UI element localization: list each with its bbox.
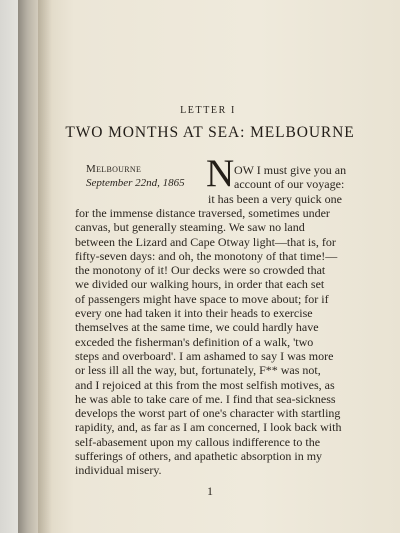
chapter-title: TWO MONTHS AT SEA: MELBOURNE — [65, 124, 355, 141]
text-line: rapidity, and, as far as I am concerned, I look back with — [75, 420, 342, 435]
text-line: sufferings of others, and apathetic absorption in my — [75, 449, 323, 463]
text-line: it has been a very quick one — [208, 191, 342, 206]
text-line: self-abasement upon my callous indifference to the — [75, 434, 321, 449]
text-line: we divided our walking hours, in order that each set — [75, 277, 325, 292]
text-line: every one had taken it into their heads to exercise — [75, 306, 313, 320]
text-line: and I rejoiced at this from the most selfish motives, as — [75, 377, 335, 392]
text-line: exceded the fisherman's definition of a walk, 'two — [75, 334, 314, 349]
text-line: OW I must give you an — [234, 163, 347, 177]
book-page — [38, 0, 400, 533]
text-line: steps and overboard'. I am ashamed to say I was more — [75, 348, 334, 363]
page-number: 1 — [207, 483, 213, 498]
text-line: he was able to take care of me. I find that sea-sickness — [75, 391, 336, 406]
text-line: or less ill all the way, but, fortunately, F** was not, — [75, 363, 321, 378]
text-line: between the Lizard and Cape Otway light—that is, for — [75, 234, 336, 249]
text-line: fifty-seven days: and oh, the monotony of that time!— — [75, 248, 338, 263]
text-line: canvas, but generally steaming. We saw no land — [75, 220, 305, 235]
text-line: account of our voyage: — [234, 177, 345, 192]
text-line: themselves at the same time, we could hardly have — [75, 320, 319, 335]
text-line: the monotony of it! Our decks were so crowded that — [75, 263, 326, 278]
dateline-place: Melbourne — [86, 163, 142, 175]
text-line: of passengers might have space to move about; for if — [75, 291, 329, 306]
spine-shadow — [38, 0, 52, 533]
dateline-date: September 22nd, 1865 — [86, 177, 185, 189]
letter-number: LETTER I — [180, 105, 236, 116]
text-line: individual misery. — [75, 463, 162, 478]
text-line: develops the worst part of one's character with startling — [75, 406, 341, 421]
drop-cap: N — [206, 152, 235, 195]
dateline — [86, 162, 185, 190]
text-line: for the immense distance traversed, sometimes under — [75, 205, 330, 220]
